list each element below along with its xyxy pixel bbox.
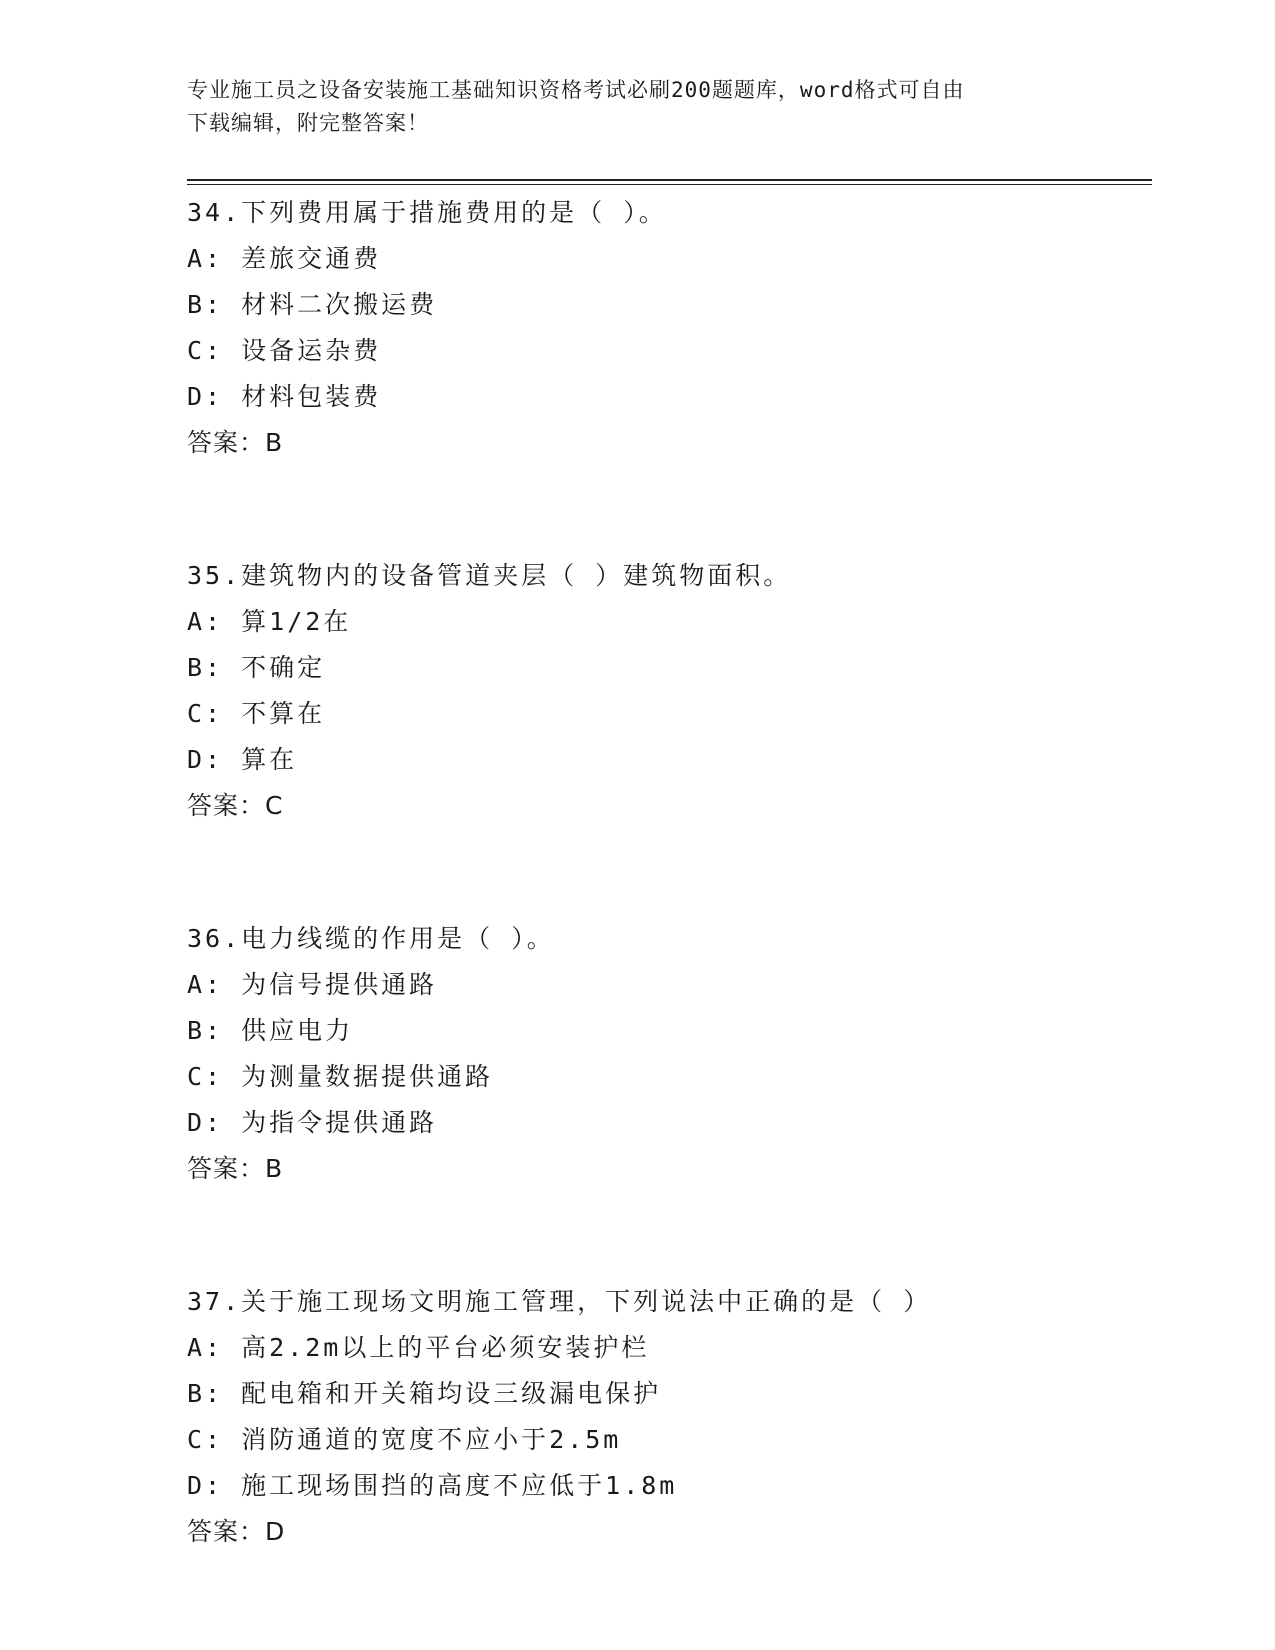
option-d: D: 材料包装费 [187, 382, 382, 411]
answer: 答案：D [187, 1517, 286, 1546]
option-a: A: 差旅交通费 [187, 244, 382, 273]
question-36 [187, 916, 1152, 1192]
option-c: C: 不算在 [187, 699, 326, 728]
option-b: B: 材料二次搬运费 [187, 290, 438, 319]
option-a: A: 高2.2m以上的平台必须安装护栏 [187, 1333, 650, 1362]
option-b: B: 供应电力 [187, 1016, 354, 1045]
question-37 [187, 1279, 1152, 1555]
question-list [187, 190, 1152, 1555]
question-34 [187, 190, 1152, 466]
question-stem: 36.电力线缆的作用是（ ）。 [187, 924, 555, 953]
header-rule-thick [187, 179, 1152, 181]
answer: 答案：B [187, 428, 284, 457]
option-a: A: 为信号提供通路 [187, 970, 438, 999]
question-stem: 37.关于施工现场文明施工管理，下列说法中正确的是（ ） [187, 1287, 932, 1316]
header-line-2: 下载编辑，附完整答案！ [187, 111, 429, 135]
answer: 答案：B [187, 1154, 284, 1183]
document-header [187, 74, 1087, 140]
option-c: C: 为测量数据提供通路 [187, 1062, 494, 1091]
answer: 答案：C [187, 791, 284, 820]
option-a: A: 算1/2在 [187, 607, 352, 636]
option-d: D: 算在 [187, 745, 298, 774]
option-b: B: 不确定 [187, 653, 326, 682]
option-b: B: 配电箱和开关箱均设三级漏电保护 [187, 1379, 662, 1408]
option-c: C: 设备运杂费 [187, 336, 382, 365]
question-stem: 35.建筑物内的设备管道夹层（ ）建筑物面积。 [187, 561, 792, 590]
header-rule-thin [187, 184, 1152, 185]
question-stem: 34.下列费用属于措施费用的是（ ）。 [187, 198, 667, 227]
question-35 [187, 553, 1152, 829]
header-line-1: 专业施工员之设备安装施工基础知识资格考试必刷200题题库，word格式可自由 [187, 78, 965, 102]
option-c: C: 消防通道的宽度不应小于2.5m [187, 1425, 622, 1454]
option-d: D: 施工现场围挡的高度不应低于1.8m [187, 1471, 678, 1500]
option-d: D: 为指令提供通路 [187, 1108, 438, 1137]
